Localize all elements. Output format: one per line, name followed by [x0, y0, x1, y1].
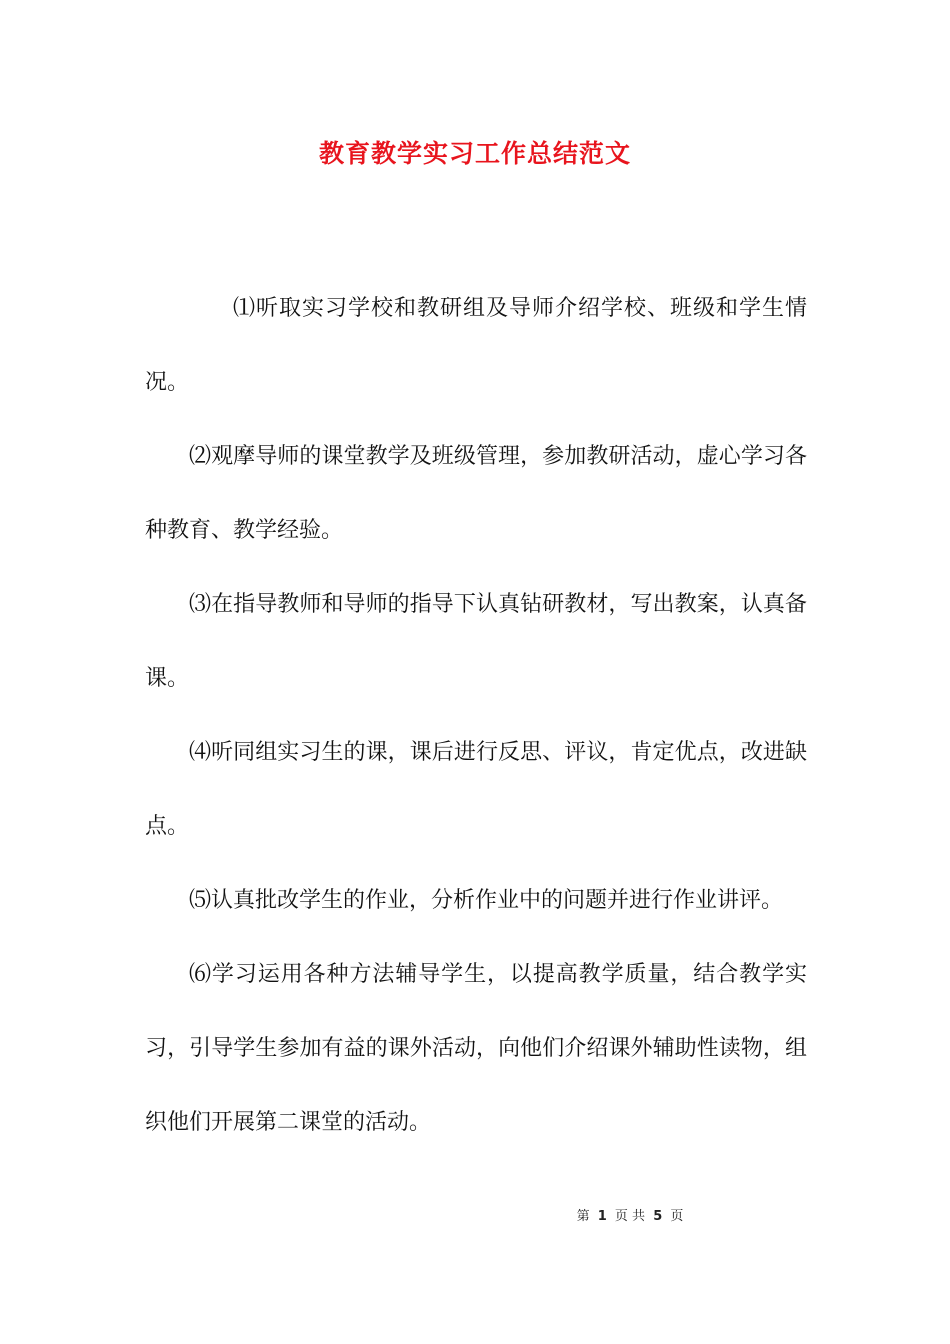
document-body	[145, 272, 807, 1160]
footer-middle: 页 共	[614, 1209, 646, 1224]
footer-prefix: 第	[576, 1209, 590, 1224]
paragraph-5: ⑸认真批改学生的作业，分析作业中的问题并进行作业讲评。	[189, 888, 784, 913]
paragraph-4: ⑷听同组实习生的课，课后进行反思、评议，肯定优点，改进缺点。	[145, 740, 807, 839]
footer-current-page: 1	[597, 1209, 607, 1224]
paragraph-1: ⑴听取实习学校和教研组及导师介绍学校、班级和学生情况。	[145, 296, 807, 395]
paragraph-2: ⑵观摩导师的课堂教学及班级管理，参加教研活动，虚心学习各种教育、教学经验。	[145, 444, 807, 543]
paragraph-6: ⑹学习运用各种方法辅导学生，以提高教学质量，结合教学实习，引导学生参加有益的课外活动，向他们介绍课外辅助性读物，组织他们开展第二课堂的活动。	[145, 962, 807, 1135]
footer-total-pages: 5	[653, 1209, 663, 1224]
page-footer	[0, 1207, 950, 1227]
paragraph-3: ⑶在指导教师和导师的指导下认真钻研教材，写出教案，认真备课。	[145, 592, 807, 691]
footer-suffix: 页	[670, 1209, 684, 1224]
document-title: 教育教学实习工作总结范文	[318, 139, 631, 168]
